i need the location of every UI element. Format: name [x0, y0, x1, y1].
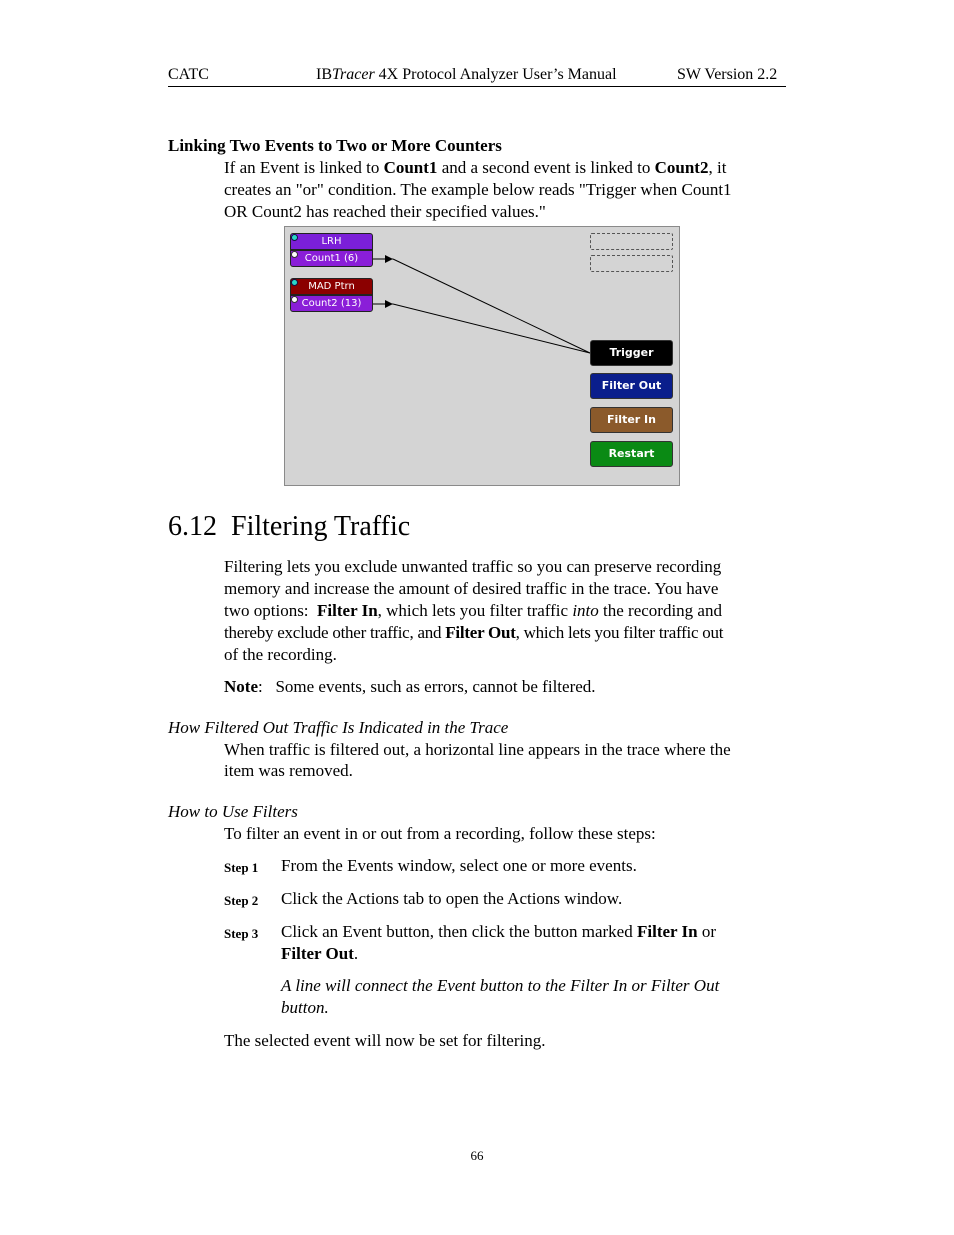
text-run: , which lets you filter traffic — [377, 601, 573, 620]
step-3-text-line1 — [281, 921, 716, 943]
step-1-text: From the Events window, select one or more events. — [281, 856, 637, 875]
closing-text: The selected event will now be set for filtering. — [224, 1031, 546, 1050]
note-label: Note — [224, 677, 258, 696]
connector-line-count1-trigger — [393, 259, 590, 353]
text-run: , it — [708, 158, 727, 177]
section-number: 6.12 — [168, 511, 217, 542]
note-text: : Some events, such as errors, cannot be filtered. — [257, 677, 596, 696]
header-title — [316, 66, 617, 84]
header-title-suffix: 4X Protocol Analyzer User’s Manual — [374, 66, 617, 83]
section-heading — [168, 511, 410, 543]
connector-line-count2-trigger — [393, 304, 590, 353]
header-left: CATC — [168, 66, 209, 83]
howto-intro: To filter an event in or out from a recording, follow these steps: — [224, 824, 656, 843]
linking-heading: Linking Two Events to Two or More Counters — [168, 136, 502, 155]
event-button-lrh[interactable]: LRH — [290, 233, 373, 250]
text-run: two options: — [224, 601, 318, 620]
step-3-result-line1: A line will connect the Event button to the Filter In or Filter Out — [281, 976, 720, 995]
arrowhead-count2 — [385, 300, 393, 308]
section-title: Filtering Traffic — [231, 511, 411, 542]
text-run: thereby exclude other traffic, and — [224, 623, 446, 642]
note — [224, 676, 596, 698]
counter-button-count1[interactable]: Count1 (6) — [290, 250, 373, 267]
step-2-text: Click the Actions tab to open the Actions window. — [281, 889, 623, 908]
indicated-line2: item was removed. — [224, 761, 353, 780]
counter-button-count2[interactable]: Count2 (13) — [290, 295, 373, 312]
text-run: and a second event is linked to — [437, 158, 655, 177]
event-button-mad-ptrn[interactable]: MAD Ptrn — [290, 278, 373, 295]
linking-para-line2: creates an "or" condition. The example below reads "Trigger when Count1 — [224, 180, 732, 199]
filter-in-term: Filter In — [636, 922, 698, 941]
text-run: . — [353, 944, 359, 963]
empty-slot-placeholder — [590, 255, 673, 272]
event-status-icon — [291, 234, 298, 241]
actions-window-figure — [284, 226, 680, 486]
event-status-icon — [291, 279, 298, 286]
step-3-label: Step 3 — [224, 926, 259, 941]
text-run: Click an Event button, then click the button marked — [281, 922, 637, 941]
header-title-italic: Tracer — [332, 66, 375, 83]
count2-term: Count2 — [654, 158, 709, 177]
intro-line2: memory and increase the amount of desired traffic in the trace. You have — [224, 579, 719, 598]
step-1-label: Step 1 — [224, 860, 259, 875]
text-run: If an Event is linked to — [224, 158, 384, 177]
emphasis-into: into — [572, 601, 599, 620]
restart-button[interactable]: Restart — [590, 441, 673, 467]
linking-para-line3: OR Count2 has reached their specified values." — [224, 202, 546, 221]
indicated-heading: How Filtered Out Traffic Is Indicated in the Trace — [168, 718, 509, 737]
header-rule — [168, 86, 786, 87]
text-run: or — [697, 922, 717, 941]
arrowhead-count1 — [385, 255, 393, 263]
page-number: 66 — [470, 1148, 484, 1163]
count1-term: Count1 — [383, 158, 438, 177]
step-3-result-line2: button. — [281, 998, 329, 1017]
filter-out-button[interactable]: Filter Out — [590, 373, 673, 399]
indicated-line1: When traffic is filtered out, a horizontal line appears in the trace where the — [224, 740, 731, 759]
filter-out-term: Filter Out — [281, 944, 354, 963]
filter-in-button[interactable]: Filter In — [590, 407, 673, 433]
header-title-prefix: IB — [316, 66, 332, 83]
step-3-text-line2 — [281, 943, 358, 965]
counter-status-icon — [291, 296, 298, 303]
trigger-button[interactable]: Trigger — [590, 340, 673, 366]
intro-line3 — [224, 600, 722, 622]
filter-in-term: Filter In — [317, 601, 378, 620]
empty-slot-placeholder — [590, 233, 673, 250]
intro-line5: of the recording. — [224, 645, 337, 664]
header-version: SW Version 2.2 — [677, 66, 778, 83]
howto-heading: How to Use Filters — [168, 802, 298, 821]
step-2-label: Step 2 — [224, 893, 259, 908]
counter-status-icon — [291, 251, 298, 258]
text-run: , which lets you filter traffic out — [515, 623, 724, 642]
intro-line1: Filtering lets you exclude unwanted traffic so you can preserve recording — [224, 557, 722, 576]
filter-out-term: Filter Out — [445, 623, 516, 642]
text-run: the recording and — [598, 601, 722, 620]
intro-line4 — [224, 622, 723, 644]
linking-para-line1 — [224, 157, 726, 179]
